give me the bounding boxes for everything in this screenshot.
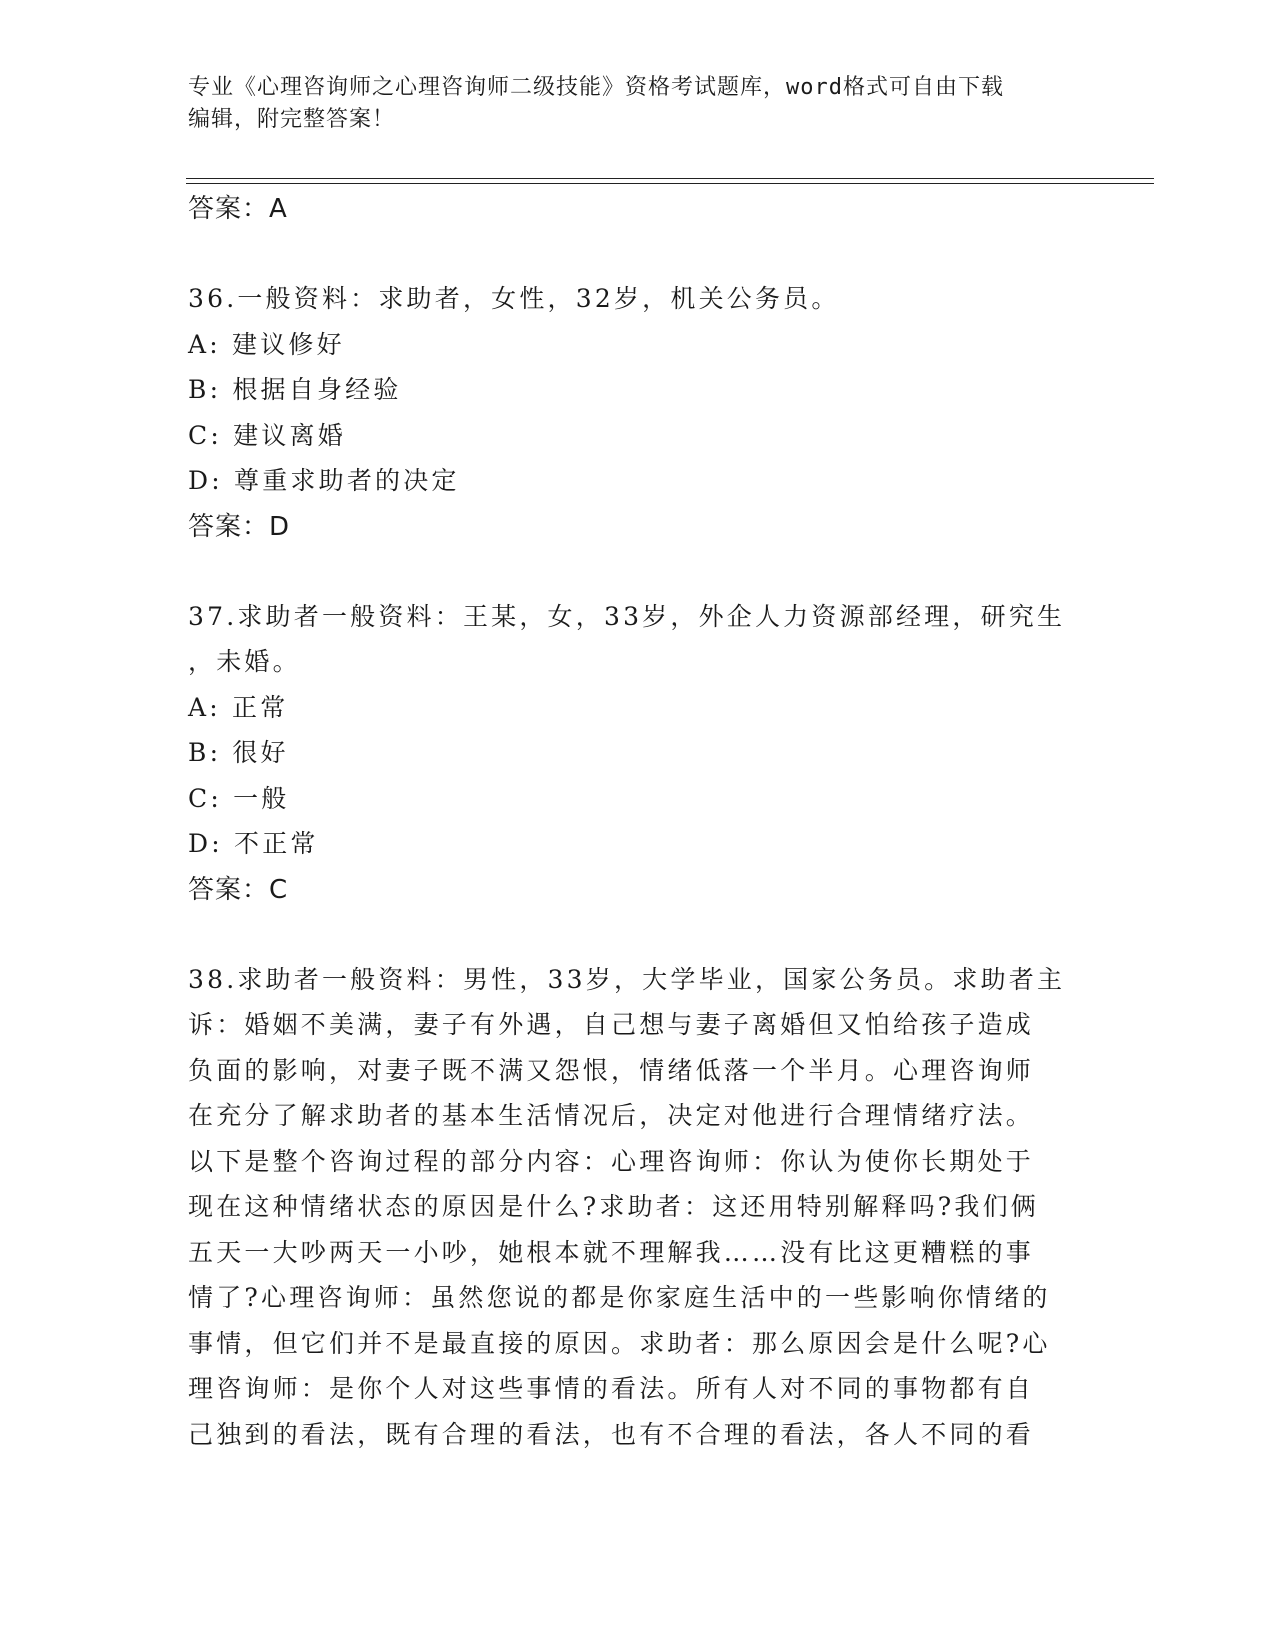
answer-line — [188, 504, 1088, 550]
option-b: B: 根据自身经验 — [188, 375, 402, 404]
header-rule-bottom — [186, 183, 1154, 184]
answer-label: 答案： — [188, 194, 270, 224]
question-text: 己独到的看法，既有合理的看法，也有不合理的看法，各人不同的看 — [188, 1419, 1035, 1449]
question-text: 理咨询师：是你个人对这些事情的看法。所有人对不同的事物都有自 — [188, 1374, 1035, 1403]
question-text: 38.求助者一般资料：男性，33岁，大学毕业，国家公务员。求助者主 — [188, 964, 1066, 994]
option-c: C: 一般 — [188, 783, 290, 813]
question-text: 事情，但它们并不是最直接的原因。求助者：那么原因会是什么呢?心 — [188, 1328, 1051, 1358]
header-line-2: 编辑，附完整答案！ — [188, 107, 396, 132]
document-header — [188, 72, 1068, 136]
option-d: D: 不正常 — [188, 829, 319, 858]
question-text: 现在这种情绪状态的原因是什么?求助者：这还用特别解释吗?我们俩 — [188, 1192, 1040, 1221]
answer-value: D — [269, 511, 291, 542]
option-d: D: 尊重求助者的决定 — [188, 466, 460, 495]
answer-value: A — [269, 194, 288, 224]
question-block — [188, 594, 1088, 913]
question-text: 情了?心理咨询师：虽然您说的都是你家庭生活中的一些影响你情绪的 — [188, 1283, 1051, 1312]
question-block — [188, 276, 1088, 550]
answer-label: 答案： — [188, 874, 270, 905]
option-c: C: 建议离婚 — [188, 420, 346, 450]
option-a: A: 建议修好 — [188, 329, 345, 359]
question-text: 负面的影响，对妻子既不满又怨恨，情绪低落一个半月。心理咨询师 — [188, 1055, 1035, 1085]
question-text: ，未婚。 — [188, 647, 301, 676]
header-line-1: 专业《心理咨询师之心理咨询师二级技能》资格考试题库，word格式可自由下载 — [188, 75, 1004, 100]
question-text: 五天一大吵两天一小吵，她根本就不理解我……没有比这更糟糕的事 — [188, 1237, 1035, 1267]
question-text: 诉：婚姻不美满，妻子有外遇，自己想与妻子离婚但又怕给孩子造成 — [188, 1010, 1035, 1039]
question-text: 37.求助者一般资料：王某，女，33岁，外企人力资源部经理，研究生 — [188, 601, 1066, 631]
document-body — [188, 186, 1088, 1457]
header-rule-top — [186, 178, 1154, 179]
answer-line — [188, 186, 1088, 232]
question-block — [188, 957, 1088, 1458]
option-a: A: 正常 — [188, 692, 289, 722]
question-text: 在充分了解求助者的基本生活情况后，决定对他进行合理情绪疗法。 — [188, 1101, 1035, 1130]
answer-value: C — [269, 874, 289, 905]
answer-label: 答案： — [188, 511, 270, 542]
option-b: B: 很好 — [188, 738, 289, 767]
question-text: 以下是整个咨询过程的部分内容：心理咨询师：你认为使你长期处于 — [188, 1146, 1035, 1176]
question-text: 36.一般资料：求助者，女性，32岁，机关公务员。 — [188, 284, 840, 313]
answer-line — [188, 867, 1088, 913]
